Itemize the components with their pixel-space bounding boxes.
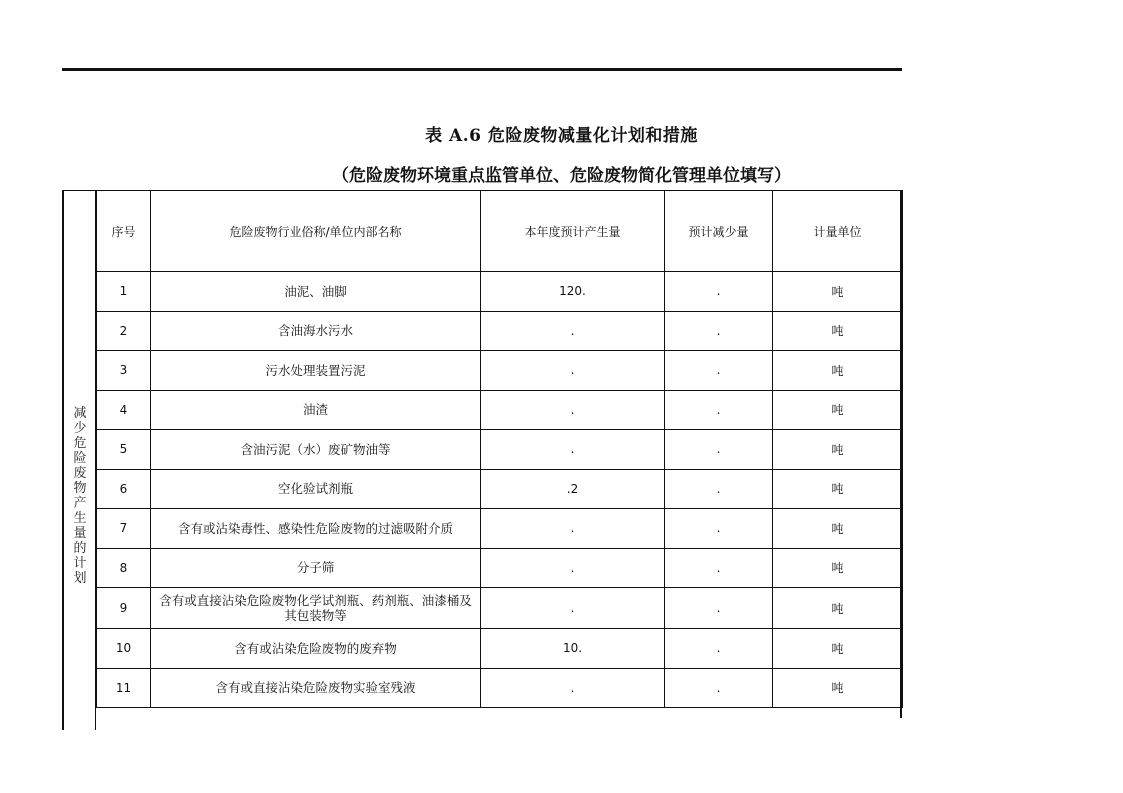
table-row: [97, 629, 903, 669]
cell-name: 含有或直接沾染危险废物实验室残液: [151, 668, 481, 708]
cell-reduction: .: [665, 668, 773, 708]
header-reduction: 预计减少量: [665, 191, 773, 272]
table-header-row: [97, 191, 903, 272]
header-seq: 序号: [97, 191, 151, 272]
cell-quantity: 10.: [481, 629, 665, 669]
cell-quantity: .: [481, 668, 665, 708]
side-label-column: [62, 190, 96, 730]
table-subtitle: （危险废物环境重点监管单位、危险废物简化管理单位填写）: [332, 166, 791, 186]
cell-reduction: .: [665, 629, 773, 669]
cell-name: 含有或直接沾染危险废物化学试剂瓶、药剂瓶、油漆桶及其包装物等: [151, 588, 481, 629]
top-rule: [62, 68, 902, 71]
cell-quantity: 120.: [481, 272, 665, 312]
cell-reduction: .: [665, 351, 773, 391]
cell-unit: 吨: [773, 588, 903, 629]
cell-seq: 11: [97, 668, 151, 708]
cell-seq: 1: [97, 272, 151, 312]
cell-unit: 吨: [773, 311, 903, 351]
table-row: [97, 588, 903, 629]
cell-quantity: .: [481, 351, 665, 391]
cell-quantity: .: [481, 311, 665, 351]
cell-reduction: .: [665, 509, 773, 549]
cell-seq: 7: [97, 509, 151, 549]
cell-reduction: .: [665, 469, 773, 509]
header-quantity: 本年度预计产生量: [481, 191, 665, 272]
table-row: [97, 390, 903, 430]
cell-quantity: .: [481, 509, 665, 549]
cell-name: 分子筛: [151, 548, 481, 588]
cell-unit: 吨: [773, 430, 903, 470]
cell-unit: 吨: [773, 469, 903, 509]
table-row: [97, 469, 903, 509]
cell-reduction: .: [665, 311, 773, 351]
cell-seq: 6: [97, 469, 151, 509]
table-row: [97, 272, 903, 312]
table-title: 表 A.6 危险废物减量化计划和措施: [425, 126, 698, 146]
cell-unit: 吨: [773, 668, 903, 708]
cell-name: 污水处理装置污泥: [151, 351, 481, 391]
cell-reduction: .: [665, 272, 773, 312]
cell-unit: 吨: [773, 509, 903, 549]
cell-name: 含油海水污水: [151, 311, 481, 351]
cell-seq: 8: [97, 548, 151, 588]
table-row: [97, 351, 903, 391]
table-row: [97, 668, 903, 708]
cell-unit: 吨: [773, 351, 903, 391]
cell-seq: 4: [97, 390, 151, 430]
cell-name: 含有或沾染毒性、感染性危险废物的过滤吸附介质: [151, 509, 481, 549]
cell-name: 油渣: [151, 390, 481, 430]
cell-unit: 吨: [773, 272, 903, 312]
header-unit: 计量单位: [773, 191, 903, 272]
side-label: 减 少 危 险 废 物 产 生 量 的 计 划: [73, 406, 87, 586]
cell-quantity: .2: [481, 469, 665, 509]
cell-seq: 3: [97, 351, 151, 391]
cell-quantity: .: [481, 548, 665, 588]
cell-unit: 吨: [773, 629, 903, 669]
cell-unit: 吨: [773, 390, 903, 430]
cell-name: 油泥、油脚: [151, 272, 481, 312]
waste-reduction-table: [96, 190, 903, 708]
cell-seq: 10: [97, 629, 151, 669]
cell-seq: 2: [97, 311, 151, 351]
cell-reduction: .: [665, 588, 773, 629]
cell-name: 空化验试剂瓶: [151, 469, 481, 509]
cell-reduction: .: [665, 390, 773, 430]
header-name: 危险废物行业俗称/单位内部名称: [151, 191, 481, 272]
cell-seq: 9: [97, 588, 151, 629]
cell-unit: 吨: [773, 548, 903, 588]
cell-quantity: .: [481, 390, 665, 430]
cell-quantity: .: [481, 430, 665, 470]
cell-reduction: .: [665, 430, 773, 470]
cell-quantity: .: [481, 588, 665, 629]
table-row: [97, 430, 903, 470]
cell-name: 含油污泥（水）废矿物油等: [151, 430, 481, 470]
cell-name: 含有或沾染危险废物的废弃物: [151, 629, 481, 669]
cell-seq: 5: [97, 430, 151, 470]
table-row: [97, 311, 903, 351]
cell-reduction: .: [665, 548, 773, 588]
table-right-border: [900, 190, 902, 718]
table-row: [97, 548, 903, 588]
table-row: [97, 509, 903, 549]
